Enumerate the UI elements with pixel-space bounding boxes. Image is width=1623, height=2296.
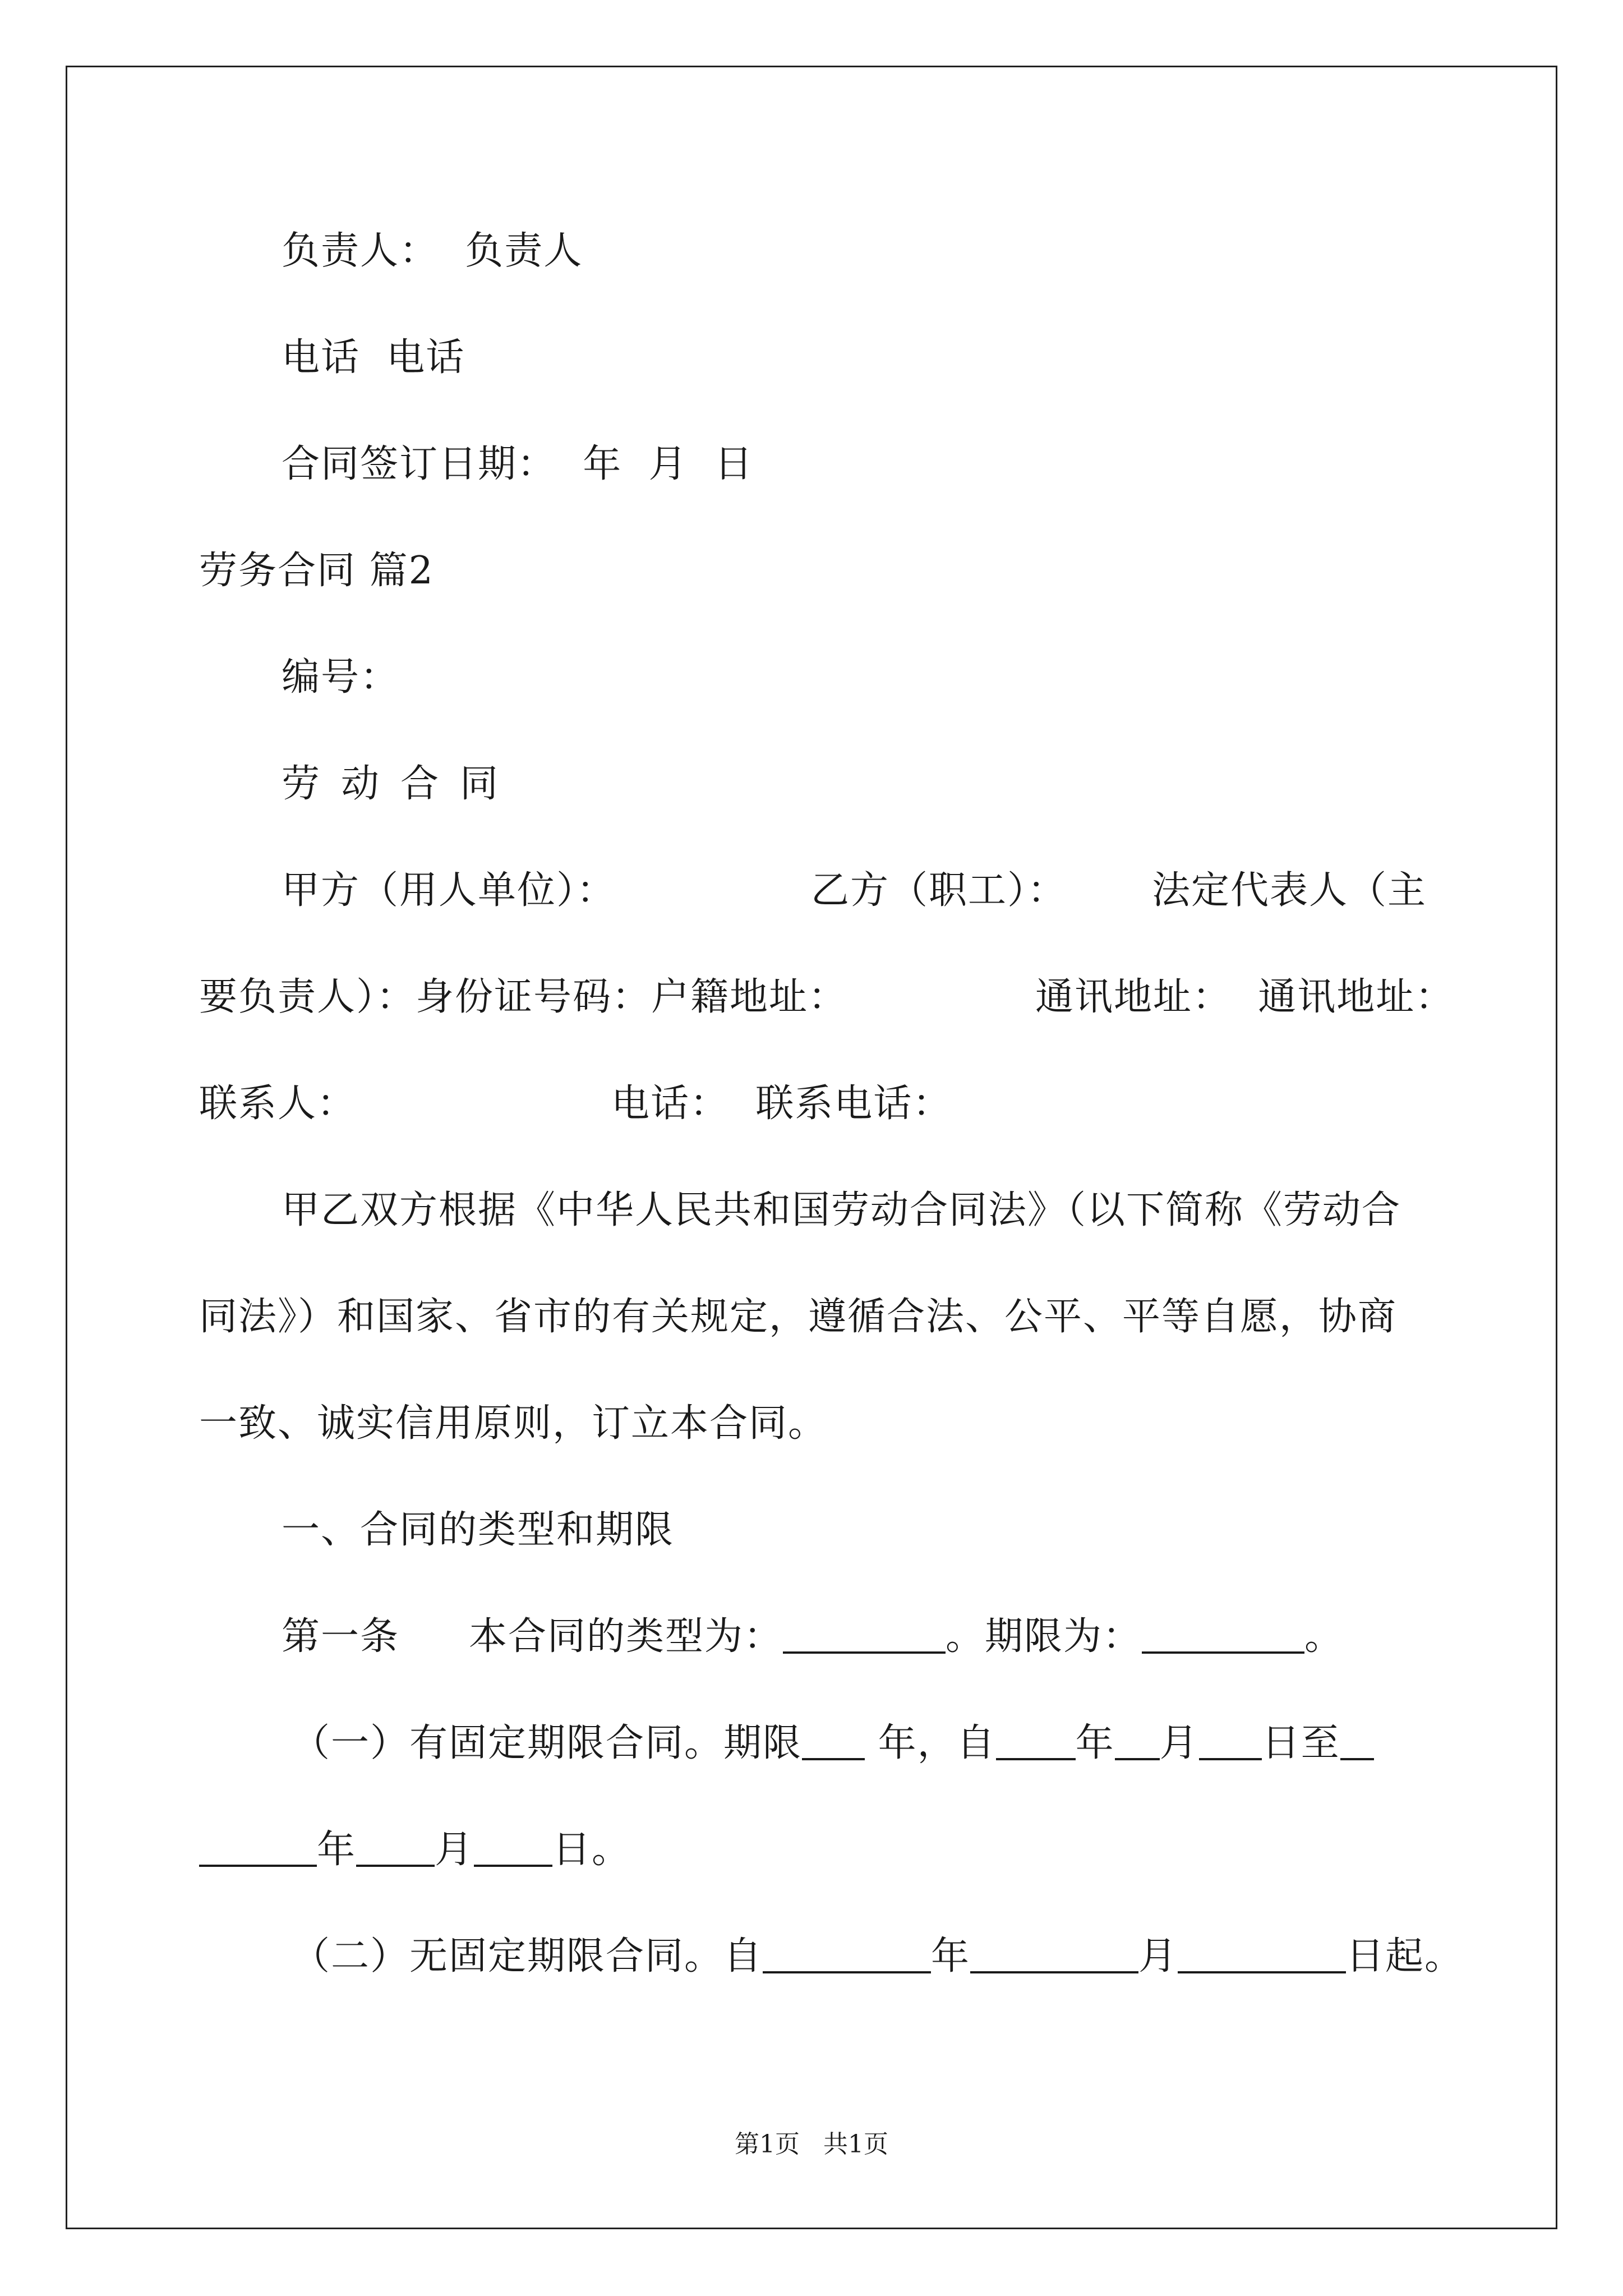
paragraph-line: 一致、诚实信用原则，订立本合同。 — [199, 1401, 828, 1446]
party-line-2b: 通讯地址： 通讯地址： — [1035, 975, 1455, 1019]
contract-number-label: 编号： — [282, 655, 400, 700]
clause-text: 月 — [1138, 1934, 1178, 1978]
blank-field — [970, 1934, 1138, 1973]
responsible-person-line: 负责人： 负责人 — [282, 229, 583, 273]
article-number: 第一条 — [282, 1614, 400, 1659]
party-line-1b: 乙方（职工）： — [811, 868, 1067, 913]
party-line-3b: 电话： 联系电话： — [611, 1082, 952, 1126]
blank-field — [199, 1828, 317, 1867]
article-text: 本合同的类型为： — [469, 1614, 783, 1659]
blank-field — [1142, 1614, 1304, 1654]
page-footer: 第1页 共1页 — [735, 2130, 888, 2159]
article-heading: 一、合同的类型和期限 — [282, 1508, 675, 1552]
clause-text: 月 — [1159, 1721, 1199, 1765]
blank-field — [1178, 1934, 1346, 1973]
party-line-2a: 要负责人）：身份证号码：户籍地址： — [199, 975, 848, 1019]
phone-line: 电话 电话 — [282, 335, 465, 380]
clause-text: 年 — [1075, 1721, 1115, 1765]
blank-field — [996, 1721, 1076, 1760]
clause-text: 年 — [931, 1934, 971, 1978]
clause-text: 日至 — [1261, 1721, 1340, 1765]
clause-text: 月 — [435, 1828, 474, 1872]
blank-field — [474, 1828, 552, 1867]
paragraph-line: 甲乙双方根据《中华人民共和国劳动合同法》（以下简称《劳动合 — [282, 1188, 1401, 1232]
fixed-term-line — [292, 1721, 1374, 1766]
article-one — [282, 1614, 1344, 1659]
blank-field — [783, 1614, 946, 1654]
clause-text: 年，自 — [865, 1721, 996, 1765]
page-border — [66, 66, 1557, 2229]
fixed-term-line-cont — [199, 1828, 631, 1872]
blank-field — [1115, 1721, 1160, 1760]
paragraph-line: 同法》）和国家、省市的有关规定，遵循合法、公平、平等自愿，协商 — [199, 1295, 1398, 1339]
blank-field — [1340, 1721, 1374, 1760]
clause-text: （一）有固定期限合同。期限 — [292, 1721, 803, 1765]
clause-text: 年 — [317, 1828, 357, 1872]
signing-date-line: 合同签订日期： 年 月 日 — [282, 442, 754, 486]
clause-text: （二）无固定期限合同。自 — [292, 1934, 763, 1978]
blank-field — [763, 1934, 931, 1973]
blank-field — [1199, 1721, 1262, 1760]
clause-text: 日起。 — [1346, 1934, 1464, 1978]
party-line-1a: 甲方（用人单位）： — [282, 868, 616, 913]
section-heading: 劳务合同 篇2 — [199, 549, 434, 593]
blank-field — [802, 1721, 865, 1760]
contract-title: 劳动合同 — [282, 762, 520, 806]
clause-text: 日。 — [552, 1828, 631, 1872]
article-text: 。期限为： — [946, 1614, 1142, 1659]
party-line-1c: 法定代表人（主 — [1152, 868, 1427, 913]
article-text: 。 — [1304, 1614, 1344, 1659]
open-term-line — [292, 1934, 1464, 1979]
blank-field — [356, 1828, 435, 1867]
party-line-3a: 联系人： — [199, 1082, 357, 1126]
